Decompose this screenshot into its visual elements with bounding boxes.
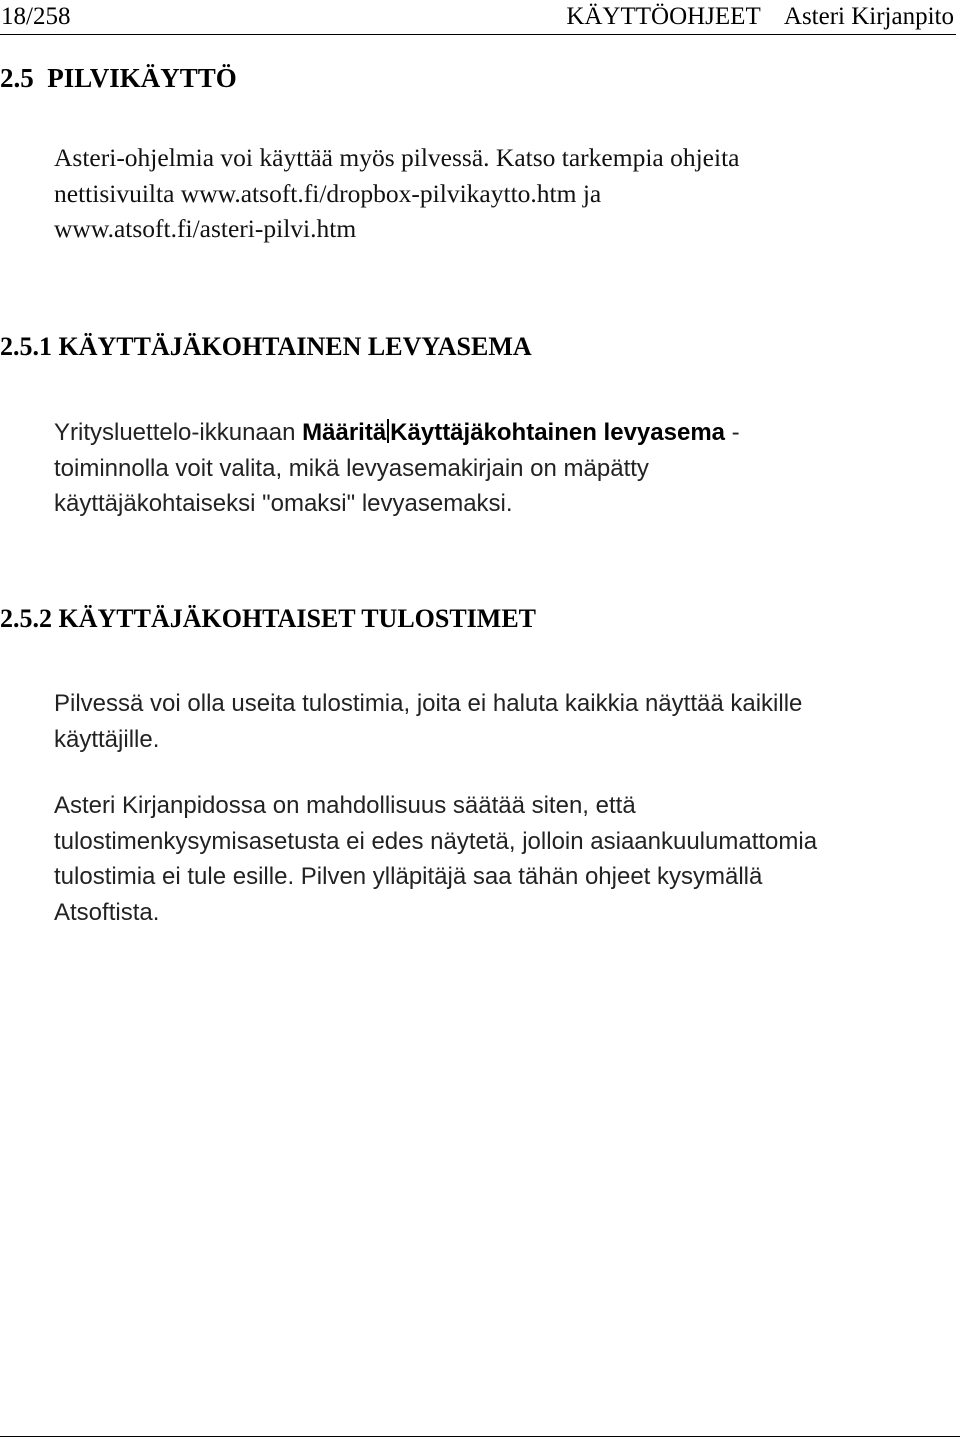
menu-separator bbox=[387, 419, 389, 443]
paragraph-line: Pilvessä voi olla useita tulostimia, joita ei haluta kaikkia näyttää kaikille bbox=[54, 690, 803, 717]
page-header bbox=[0, 0, 956, 35]
menu-item-kayttajakohtainen-levyasema: Käyttäjäkohtainen levyasema bbox=[390, 419, 725, 446]
paragraph-line bbox=[54, 415, 954, 451]
paragraph-line: Asteri Kirjanpidossa on mahdollisuus säätää siten, että bbox=[54, 792, 636, 819]
section-heading: 2.5 PILVIKÄYTTÖ bbox=[0, 63, 237, 93]
paragraph-line: Atsoftista. bbox=[54, 898, 160, 926]
paragraph-line: tulostimia ei tule esille. Pilven ylläpitäjä saa tähän ohjeet kysymällä bbox=[54, 863, 763, 890]
subsection-2-paragraph-1 bbox=[54, 686, 954, 757]
footer-rule bbox=[0, 1436, 960, 1437]
subsection-heading-2: 2.5.2 KÄYTTÄJÄKOHTAISET TULOSTIMET bbox=[0, 604, 537, 633]
paragraph-line: käyttäjäkohtaiseksi "omaksi" levyasemaksi. bbox=[54, 490, 513, 517]
page-number: 18/258 bbox=[1, 3, 71, 30]
subsection-2-paragraph-2 bbox=[54, 788, 954, 930]
line-prefix: Yritysluettelo-ikkunaan bbox=[54, 419, 303, 446]
paragraph-line: tulostimenkysymisasetusta ei edes näytetä, jolloin asiaankuulumattomia bbox=[54, 827, 818, 855]
subsection-heading-1: 2.5.1 KÄYTTÄJÄKOHTAINEN LEVYASEMA bbox=[0, 332, 532, 361]
line-suffix: - bbox=[725, 419, 740, 446]
subsection-1-paragraph bbox=[54, 415, 954, 522]
paragraph-line: käyttäjille. bbox=[54, 725, 160, 753]
document-title: KÄYTTÖOHJEET Asteri Kirjanpito bbox=[566, 3, 954, 30]
intro-paragraph bbox=[54, 140, 954, 247]
paragraph-line: toiminnolla voit valita, mikä levyasemakirjain on mäpätty bbox=[54, 454, 649, 482]
intro-line: Asteri-ohjelmia voi käyttää myös pilvessä. Katso tarkempia ohjeita bbox=[54, 143, 740, 172]
menu-path bbox=[302, 419, 725, 446]
intro-line: nettisivuilta www.atsoft.fi/dropbox-pilvikaytto.htm ja bbox=[54, 178, 602, 208]
intro-line: www.atsoft.fi/asteri-pilvi.htm bbox=[54, 214, 357, 243]
menu-item-maarita: Määritä bbox=[302, 419, 387, 446]
